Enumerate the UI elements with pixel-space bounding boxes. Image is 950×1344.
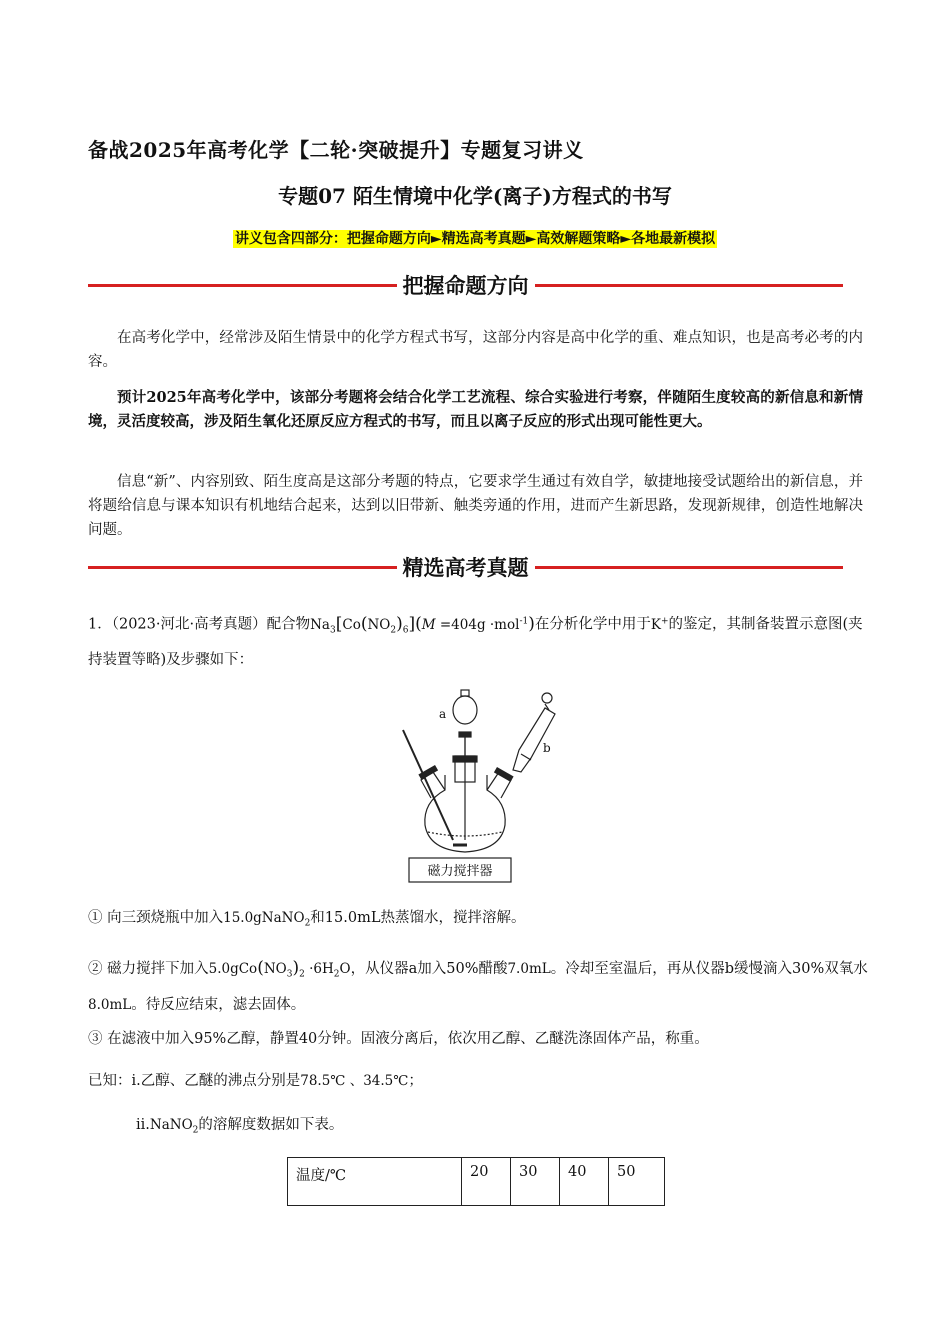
- label-a: a: [439, 707, 447, 721]
- formula-cobalt-nitrate: $5.0gCo(NO_3)_2 \cdot 6H_2O$: [208, 958, 351, 980]
- table-cell: 20: [462, 1158, 511, 1206]
- step-3: ③ 在滤液中加入95%乙醇，静置40分钟。固液分离后，依次用乙醇、乙醚洗涤固体产品，称重。: [88, 1031, 709, 1047]
- topic-title: 专题07 陌生情境中化学(离子)方程式的书写: [278, 184, 672, 208]
- series-title: 备战2025年高考化学【二轮·突破提升】专题复习讲义: [88, 138, 584, 162]
- table-header-cell: 温度/℃: [288, 1158, 462, 1206]
- table-cell: 30: [511, 1158, 560, 1206]
- apparatus-figure: [395, 680, 565, 885]
- step-2: ② 磁力搅拌下加入$5.0gCo(NO_3)_2 \cdot 6H_2O$，从仪器a加入50%醋酸7.0mL。冷却至室温后，再从仪器b缓慢滴入30%双氧水8.0mL。待反应结束，滤去固体。: [88, 958, 868, 1013]
- paragraph-features: 信息“新”、内容别致、陌生度高是这部分考题的特点，它要求学生通过有效自学，敏捷地接受试题给出的新信息，并将题给信息与课本知识有机地结合起来，达到以旧带新、触类旁通的作用，进而产生新思路，发现新规律，创造性地解决问题。: [88, 474, 863, 538]
- potassium-ion: K+: [650, 616, 669, 633]
- question-text: 配合物: [266, 616, 311, 633]
- stirrer-label: 磁力搅拌器: [427, 864, 493, 879]
- question-source: （2023·河北·高考真题）: [111, 616, 267, 633]
- step-1: ① 向三颈烧瓶中加入15.0gNaNO$_2$和15.0mL热蒸馏水，搅拌溶解。: [88, 910, 526, 929]
- outline-highlight: 讲义包含四部分：把握命题方向►精选高考真题►高效解题策略►各地最新模拟: [234, 231, 716, 247]
- table-row: [288, 1158, 665, 1206]
- outline-banner: [0, 228, 950, 248]
- section-label: 精选高考真题: [397, 552, 535, 582]
- section-header-exam: [88, 552, 843, 582]
- question-1: 1．（2023·河北·高考真题）配合物$Na_3[Co(NO_2)_6](M =404g \cdot mol^{-1})$在分析化学中用于K+的鉴定，其制备装置示意图(夹持装置等略)及步骤如下：: [88, 613, 863, 669]
- paragraph-intro: 在高考化学中，经常涉及陌生情景中的化学方程式书写，这部分内容是高中化学的重、难点知识，也是高考必考的内容。: [88, 330, 863, 370]
- boiling-points: 78.5℃ 、34.5℃: [300, 1073, 409, 1089]
- known-i: 已知：i.乙醇、乙醚的沸点分别是78.5℃ 、34.5℃；: [88, 1073, 423, 1089]
- table-cell: 40: [560, 1158, 609, 1206]
- question-number: 1．: [88, 616, 112, 633]
- complex-formula: $Na_3[Co(NO_2)_6](M =404g \cdot mol^{-1})$: [310, 613, 535, 636]
- section-label: 把握命题方向: [397, 270, 535, 300]
- section-header-direction: [88, 270, 843, 300]
- solubility-table: [287, 1157, 665, 1206]
- dropping-funnel-b: [513, 708, 555, 772]
- formula-nano2: NaNO$_2$: [149, 1117, 199, 1136]
- label-b: b: [543, 741, 551, 755]
- table-cell: 50: [609, 1158, 665, 1206]
- formula-nano2: 15.0gNaNO$_2$: [223, 910, 311, 929]
- known-ii: ii.NaNO$_2$的溶解度数据如下表。: [136, 1117, 344, 1136]
- dropping-funnel-a: [453, 696, 477, 724]
- paragraph-prediction: 预计2025年高考化学中，该部分考题将会结合化学工艺流程、综合实验进行考察，伴随陌生度较高的新信息和新情境，灵活度较高，涉及陌生氧化还原反应方程式的书写，而且以离子反应的形式出现可能性更大。: [88, 389, 863, 430]
